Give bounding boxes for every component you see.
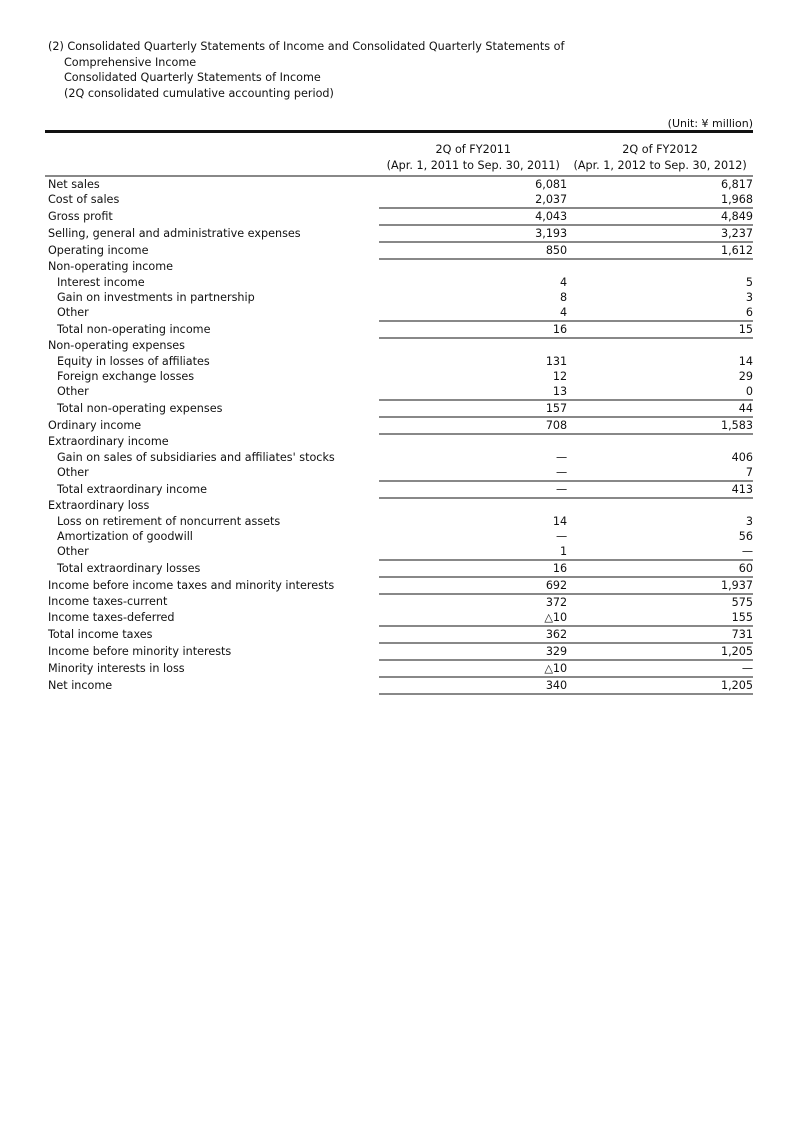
row-label: Amortization of goodwill	[57, 529, 193, 543]
table-row	[45, 417, 753, 434]
value-fy2012: 406	[731, 450, 753, 464]
table-row	[45, 384, 753, 400]
value-fy2012: 1,968	[567, 192, 753, 208]
value-fy2012: 3,237	[567, 225, 753, 242]
value-fy2012: 4,849	[567, 208, 753, 225]
table-row	[45, 338, 753, 354]
table-row	[45, 498, 753, 514]
table-row	[45, 225, 753, 242]
table-row	[45, 577, 753, 594]
income-statement-table	[45, 130, 753, 695]
value-fy2012: —	[567, 544, 753, 560]
value-fy2012	[567, 498, 753, 514]
table-row	[45, 677, 753, 694]
table-row	[45, 290, 753, 305]
table-row	[45, 481, 753, 498]
heading-line-2: Comprehensive Income	[64, 55, 197, 69]
value-fy2012: 413	[567, 481, 753, 498]
value-fy2011: 362	[379, 626, 567, 643]
row-label: Other	[57, 306, 89, 319]
value-fy2012	[567, 434, 753, 450]
value-fy2012: 0	[567, 384, 753, 400]
value-fy2011: 692	[379, 577, 567, 594]
row-label: Foreign exchange losses	[57, 369, 195, 383]
value-fy2012: 1,583	[567, 417, 753, 434]
value-fy2011: 3,193	[379, 225, 567, 242]
value-fy2012: 1,612	[567, 242, 753, 259]
value-fy2011: △10	[379, 660, 567, 677]
heading-line-4: (2Q consolidated cumulative accounting period)	[64, 86, 334, 100]
value-fy2012: 3	[745, 290, 753, 304]
row-label: Cost of sales	[48, 193, 120, 206]
value-fy2011: —	[379, 465, 567, 481]
value-fy2011: 8	[560, 290, 568, 304]
column-period: (Apr. 1, 2011 to Sep. 30, 2011)	[386, 158, 560, 172]
row-label: Gross profit	[48, 209, 113, 223]
row-label: Other	[57, 466, 89, 479]
value-fy2011: 1	[379, 544, 567, 560]
table-row	[45, 208, 753, 225]
value-fy2011: 4	[379, 305, 567, 321]
value-fy2012: 575	[731, 595, 753, 609]
row-label: Income taxes-current	[48, 595, 168, 608]
table-row	[45, 465, 753, 481]
value-fy2012: 6,817	[720, 177, 753, 191]
value-fy2011: 16	[379, 321, 567, 338]
value-fy2012: 15	[567, 321, 753, 338]
row-label: Net sales	[48, 177, 100, 191]
row-label: Net income	[48, 678, 113, 692]
value-fy2012: 155	[567, 610, 753, 626]
value-fy2011: 14	[552, 514, 568, 528]
table-row	[45, 594, 753, 610]
row-label: Gain on investments in partnership	[57, 290, 255, 304]
row-label: Total non-operating income	[57, 322, 211, 336]
table-body	[45, 176, 753, 694]
table-row	[45, 242, 753, 259]
value-fy2011	[379, 338, 567, 354]
value-fy2011: 4,043	[379, 208, 567, 225]
row-label: Extraordinary loss	[48, 499, 150, 512]
table-row	[45, 450, 753, 465]
value-fy2012: 7	[567, 465, 753, 481]
value-fy2011: —	[555, 450, 568, 464]
heading-line-1: (2) Consolidated Quarterly Statements of Income and Consolidated Quarterly Statements of	[48, 40, 565, 53]
value-fy2011: 13	[379, 384, 567, 400]
value-fy2012: 14	[738, 354, 753, 368]
value-fy2012: 731	[567, 626, 753, 643]
row-label: Income before income taxes and minority interests	[48, 578, 335, 592]
value-fy2012	[567, 259, 753, 275]
unit-label: (Unit: ¥ million)	[667, 117, 753, 130]
table-row	[45, 643, 753, 660]
table-header-row	[45, 133, 753, 176]
value-fy2011: 131	[545, 354, 568, 368]
value-fy2012: 3	[745, 514, 753, 528]
table-row	[45, 369, 753, 384]
row-label: Gain on sales of subsidiaries and affiliates' stocks	[57, 450, 335, 464]
value-fy2012: —	[567, 660, 753, 677]
table-row	[45, 305, 753, 321]
table-row	[45, 610, 753, 626]
column-title: 2Q of FY2012	[622, 143, 698, 156]
table-row	[45, 275, 753, 290]
column-header-fy2012	[567, 133, 753, 176]
value-fy2011: —	[379, 481, 567, 498]
table-row	[45, 354, 753, 369]
row-label: Interest income	[57, 275, 145, 289]
column-title: 2Q of FY2011	[435, 143, 512, 156]
value-fy2011: 340	[379, 677, 567, 694]
table-row	[45, 400, 753, 417]
value-fy2011: 372	[545, 595, 568, 609]
row-label: Other	[57, 545, 89, 558]
row-label: Extraordinary income	[48, 435, 169, 448]
row-label: Total non-operating expenses	[57, 401, 223, 415]
row-label: Operating income	[48, 243, 149, 257]
value-fy2012: 44	[567, 400, 753, 417]
column-period: (Apr. 1, 2012 to Sep. 30, 2012)	[573, 158, 747, 172]
row-label: Loss on retirement of noncurrent assets	[57, 514, 281, 528]
column-header-fy2011	[379, 133, 567, 176]
table-row	[45, 514, 753, 529]
value-fy2011: 329	[379, 643, 567, 660]
table-row	[45, 434, 753, 450]
row-label: Income before minority interests	[48, 644, 232, 658]
value-fy2012	[567, 338, 753, 354]
value-fy2012: 1,205	[567, 643, 753, 660]
row-label: Total extraordinary income	[57, 482, 207, 496]
table-row	[45, 176, 753, 192]
row-label: Minority interests in loss	[48, 661, 185, 675]
row-label: Selling, general and administrative expenses	[48, 226, 301, 240]
value-fy2011: △10	[379, 610, 567, 626]
value-fy2011: 12	[552, 369, 568, 383]
table-row	[45, 544, 753, 560]
table-row	[45, 660, 753, 677]
value-fy2012: 1,205	[567, 677, 753, 694]
value-fy2012: 5	[745, 275, 753, 289]
value-fy2012: 29	[738, 369, 753, 383]
value-fy2011: 850	[379, 242, 567, 259]
row-label: Non-operating expenses	[48, 339, 185, 352]
row-label: Other	[57, 385, 89, 398]
table-row	[45, 321, 753, 338]
row-label: Total extraordinary losses	[57, 561, 201, 575]
value-fy2011	[379, 259, 567, 275]
heading-line-3: Consolidated Quarterly Statements of Income	[64, 71, 321, 84]
value-fy2011: 2,037	[379, 192, 567, 208]
value-fy2011	[379, 434, 567, 450]
table-row	[45, 560, 753, 577]
value-fy2011: 157	[379, 400, 567, 417]
row-label: Equity in losses of affiliates	[57, 354, 210, 368]
statement-heading	[48, 39, 564, 101]
value-fy2012: 1,937	[567, 577, 753, 594]
value-fy2011	[379, 498, 567, 514]
value-fy2012: 56	[738, 529, 753, 543]
value-fy2011: 6,081	[535, 177, 568, 191]
row-label: Total income taxes	[48, 627, 153, 641]
table-row	[45, 529, 753, 544]
header-label-cell	[45, 133, 379, 176]
row-label: Income taxes-deferred	[48, 611, 175, 624]
value-fy2012: 6	[567, 305, 753, 321]
value-fy2012: 60	[567, 560, 753, 577]
table-row	[45, 192, 753, 208]
value-fy2011: 16	[379, 560, 567, 577]
table-row	[45, 259, 753, 275]
row-label: Non-operating income	[48, 260, 174, 273]
table-row	[45, 626, 753, 643]
value-fy2011: 4	[560, 275, 568, 289]
value-fy2011: —	[555, 529, 568, 543]
value-fy2011: 708	[379, 417, 567, 434]
row-label: Ordinary income	[48, 418, 142, 432]
